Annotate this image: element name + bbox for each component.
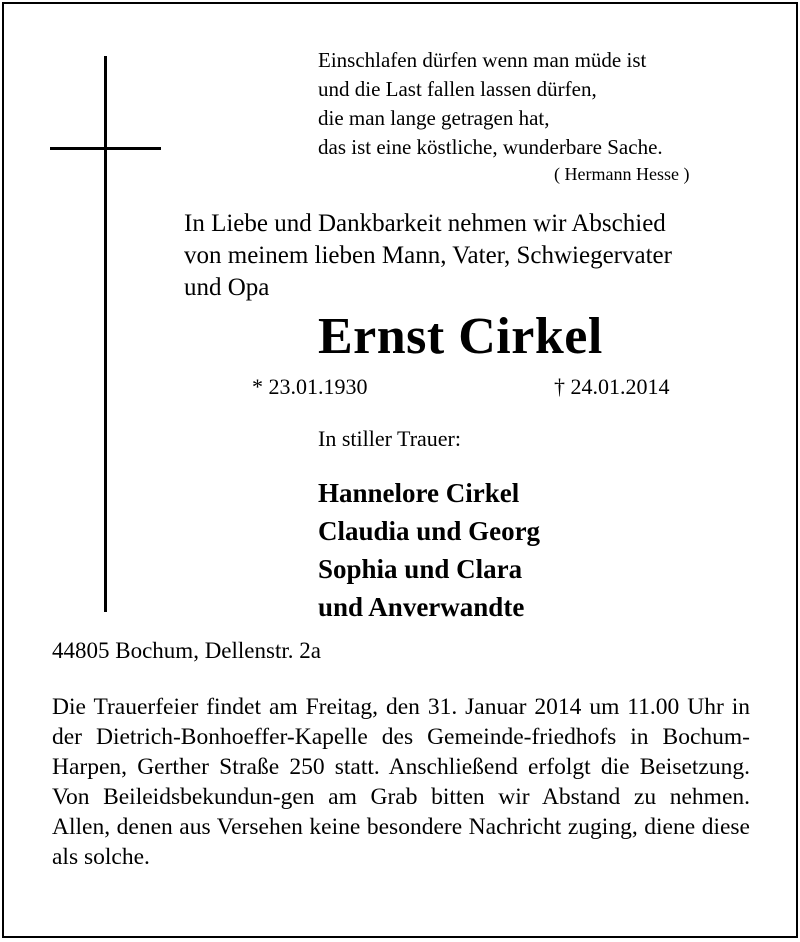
poem-quote <box>318 46 663 162</box>
poem-line: und die Last fallen lassen dürfen, <box>318 77 597 101</box>
mourner-name: Sophia und Clara <box>318 554 523 584</box>
mourner-name: Claudia und Georg <box>318 516 541 546</box>
mourners-list <box>318 474 540 626</box>
poem-line: Einschlafen dürfen wenn man müde ist <box>318 48 647 72</box>
intro-line: und Opa <box>184 274 270 301</box>
intro-line: In Liebe und Dankbarkeit nehmen wir Abschied <box>184 210 666 237</box>
ceremony-details: Die Trauerfeier findet am Freitag, den 31. Januar 2014 um 11.00 Uhr in der Dietrich-Bonhoeffer-Kapelle des Gemeinde-friedhofs in Bochum-Harpen, Gerther Straße 250 statt. Anschließend erfolgt die Beisetzung. Von Beileidsbekundun-gen am Grab bitten wir Abstand zu nehmen. Allen, denen aus Versehen keine besondere Nachricht zuging, diene diese als solche. <box>52 694 750 870</box>
intro-line: von meinem lieben Mann, Vater, Schwiegervater <box>184 242 672 269</box>
cross-icon <box>104 56 107 612</box>
deceased-name: Ernst Cirkel <box>318 308 603 365</box>
mourning-label: In stiller Trauer: <box>318 426 461 451</box>
farewell-intro <box>184 208 774 304</box>
poem-line: die man lange getragen hat, <box>318 106 550 130</box>
mourner-name: und Anverwandte <box>318 592 525 622</box>
death-date: † 24.01.2014 <box>554 374 670 399</box>
birth-date: * 23.01.1930 <box>252 374 368 399</box>
obituary-notice <box>2 2 798 938</box>
poem-author: ( Hermann Hesse ) <box>554 164 690 184</box>
family-address: 44805 Bochum, Dellenstr. 2a <box>52 638 321 663</box>
cross-icon-bar <box>50 147 161 150</box>
poem-line: das ist eine köstliche, wunderbare Sache. <box>318 135 663 159</box>
mourner-name: Hannelore Cirkel <box>318 478 520 508</box>
